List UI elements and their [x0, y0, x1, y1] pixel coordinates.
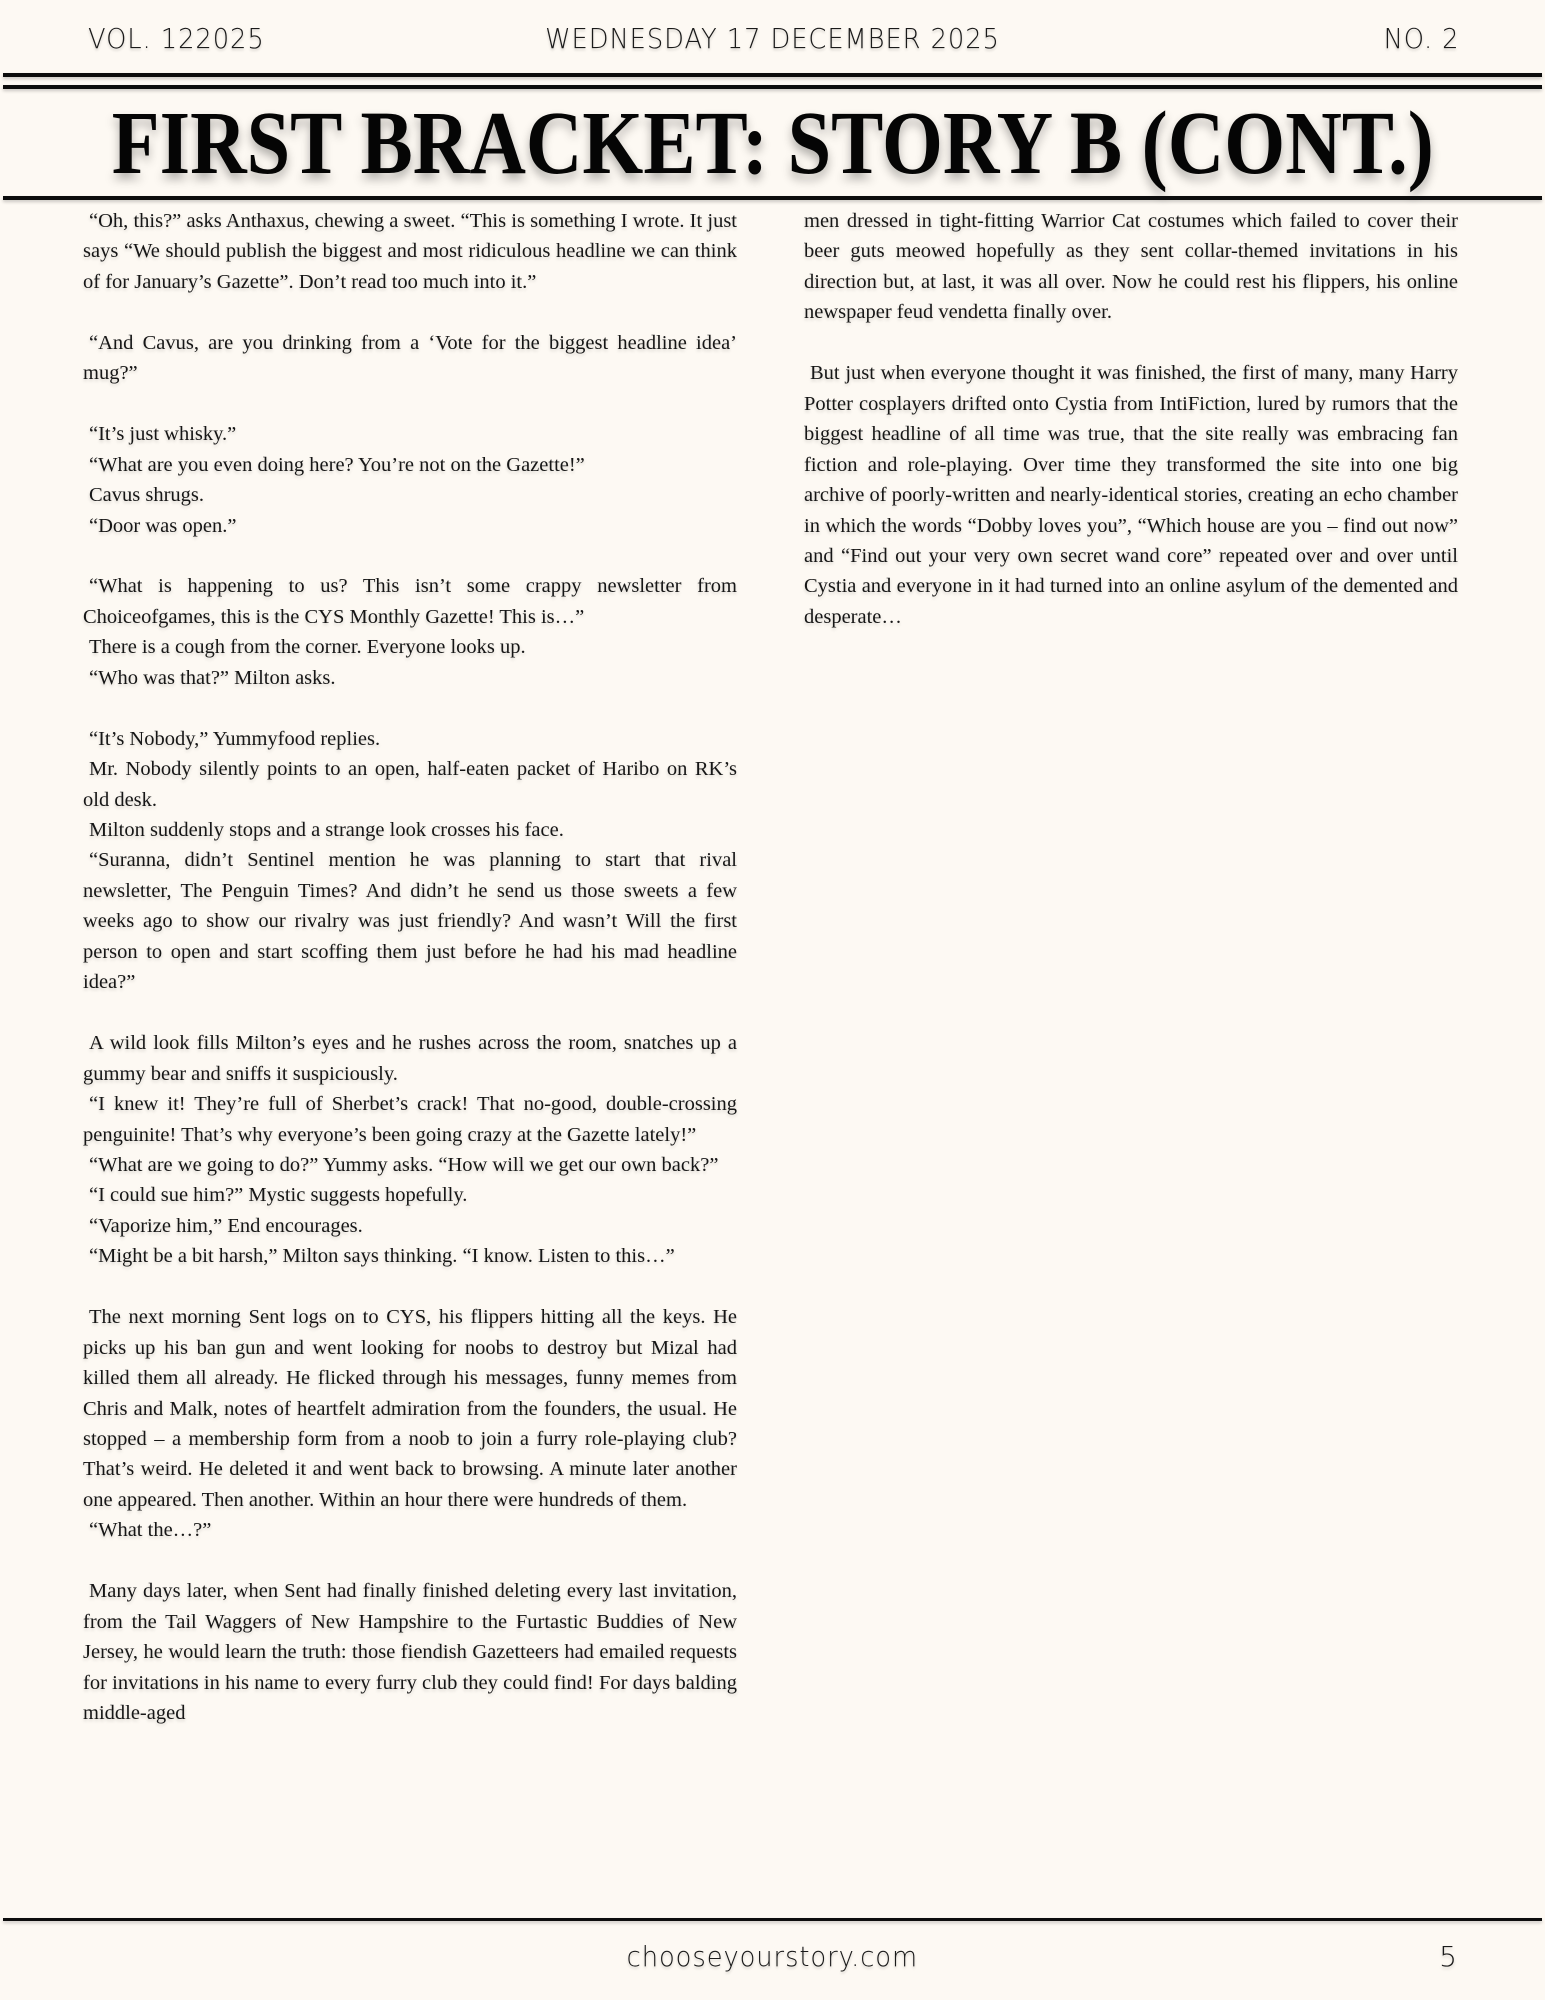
paragraph: “What the…?” — [89, 1519, 212, 1542]
paragraph: A wild look fills Milton’s eyes and he rushes across the room, snatches up a gummy bear and sniffs it suspiciously. — [83, 1032, 737, 1085]
page-headline — [0, 94, 1545, 194]
paragraph: “What are we going to do?” Yummy asks. “How will we get our own back?” — [89, 1153, 719, 1176]
paragraph: “Who was that?” Milton asks. — [89, 666, 336, 689]
paragraph: “Vaporize him,” End encourages. — [89, 1214, 363, 1237]
masthead-rule-upper — [3, 73, 1542, 77]
volume-label: VOL. 122025 — [88, 22, 265, 55]
article-column-left — [83, 206, 737, 1729]
footer-website — [0, 1940, 1545, 1973]
headline-rule — [3, 196, 1542, 200]
paragraph: “It’s just whisky.” — [89, 423, 237, 446]
paragraph: Mr. Nobody silently points to an open, half-eaten packet of Haribo on RK’s old desk. — [83, 758, 737, 811]
paragraph: Cavus shrugs. — [89, 484, 205, 507]
masthead-rule-lower — [3, 85, 1542, 89]
paragraph: Many days later, when Sent had finally finished deleting every last invitation, from the Tail Waggers of New Hampshire to the Furtastic Buddies of New Jersey, he would learn the truth: those fiendish Gazetteers had emailed requests for invitations in his name to every furry club they could find! For days balding middle-aged — [83, 1580, 737, 1725]
paragraph: “And Cavus, are you drinking from a ‘Vote for the biggest headline idea’ mug?” — [83, 331, 737, 385]
paragraph: “I could sue him?” Mystic suggests hopefully. — [89, 1184, 468, 1207]
issue-number: NO. 2 — [1383, 22, 1459, 55]
paragraph: “What are you even doing here? You’re not on the Gazette!” — [89, 453, 585, 476]
footer-rule — [3, 1918, 1542, 1921]
paragraph: “Suranna, didn’t Sentinel mention he was planning to start that rival newsletter, The Penguin Times? And didn’t he send us those sweets a few weeks ago to show our rivalry was just friendly? And wasn’t Will the first person to open and start scoffing them just before he had his mad headline idea?” — [83, 849, 737, 994]
paragraph: “What is happening to us? This isn’t some crappy newsletter from Choiceofgames, this is the CYS Monthly Gazette! This is…” — [83, 575, 737, 628]
article-column-right — [804, 206, 1458, 632]
masthead-meta-bar — [0, 18, 1545, 62]
paragraph: The next morning Sent logs on to CYS, his flippers hitting all the keys. He picks up his ban gun and went looking for noobs to destroy but Mizal had killed them all already. He flicked through his messages, funny memes from Chris and Malk, notes of heartfelt admiration from the founders, the usual. He stopped – a membership form from a noob to join a furry role-playing club? That’s weird. He deleted it and went back to browsing. A minute later another one appeared. Then another. Within an hour there were hundreds of them. — [83, 1306, 737, 1511]
paragraph: “I knew it! They’re full of Sherbet’s crack! That no-good, double-crossing penguinite! That’s why everyone’s been going crazy at the Gazette lately!” — [83, 1093, 737, 1146]
paragraph: “Oh, this?” asks Anthaxus, chewing a sweet. “This is something I wrote. It just says “We should publish the biggest and most ridiculous headline we can think of for January’s Gazette”. Don’t read too much into it.” — [83, 210, 737, 293]
paragraph: “Door was open.” — [89, 514, 237, 537]
paragraph: There is a cough from the corner. Everyone looks up. — [89, 636, 526, 659]
paragraph: men dressed in tight-fitting Warrior Cat costumes which failed to cover their beer guts meowed hopefully as they sent collar-themed invitations in his direction but, at last, it was all over. Now he could rest his flippers, his online newspaper feud vendetta finally over. — [804, 210, 1458, 324]
paragraph: Milton suddenly stops and a strange look crosses his face. — [89, 819, 564, 841]
paragraph: But just when everyone thought it was finished, the first of many, many Harry Potter cosplayers drifted onto Cystia from IntiFiction, lured by rumors that the biggest headline of all time was true, that the site really was embracing fan fiction and role-playing. Over time they transformed the site into one big archive of poorly-written and nearly-identical stories, creating an echo chamber in which the words “Dobby loves you”, “Which house are you – find out now” and “Find out your very own secret wand core” repeated over and over until Cystia and everyone in it had turned into an online asylum of the demented and desperate… — [804, 362, 1458, 628]
website-link[interactable]: chooseyourstory.com — [626, 1940, 919, 1973]
paragraph: “It’s Nobody,” Yummyfood replies. — [89, 727, 381, 750]
page-number: 5 — [1439, 1940, 1457, 1973]
headline-text: FIRST BRACKET: STORY B (CONT.) — [111, 94, 1434, 193]
issue-date: WEDNESDAY 17 DECEMBER 2025 — [545, 22, 1000, 55]
paragraph: “Might be a bit harsh,” Milton says thinking. “I know. Listen to this…” — [89, 1245, 675, 1268]
